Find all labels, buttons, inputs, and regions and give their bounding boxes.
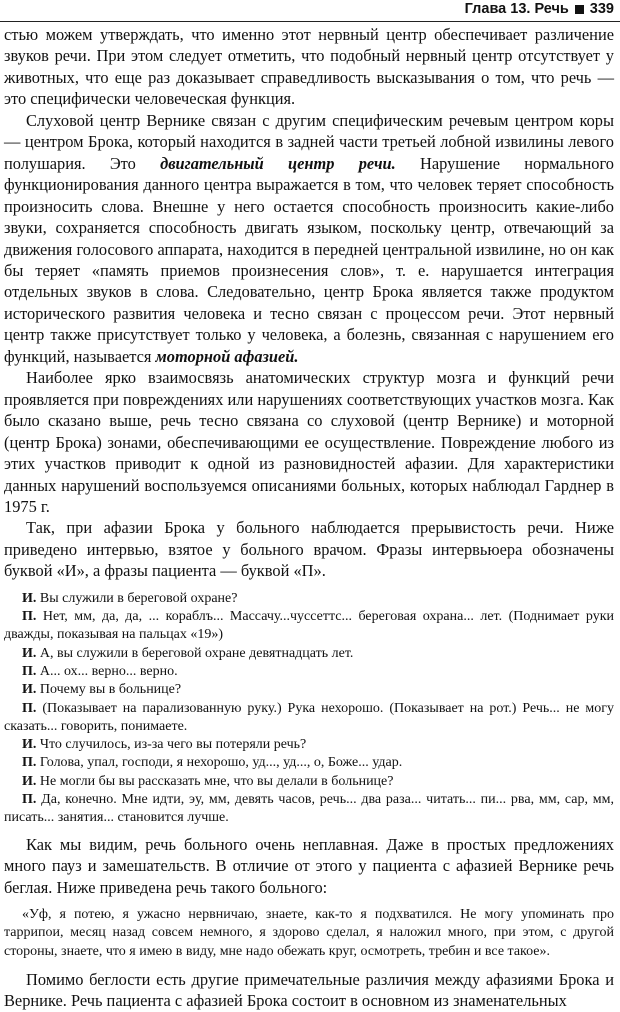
paragraph-5: Как мы видим, речь больного очень неплавная. Даже в простых предложениях много пауз и замешательств. В отличие от этого у пациента с афазией Вернике речь беглая. Ниже приведена речь такого больного: — [4, 834, 614, 897]
paragraph-2 — [4, 110, 614, 367]
dialogue-text: Нет, мм, да, да, ... кораблъ... Массачу...чуссеттс... береговая охрана... лет. (Поднимает руки дважды, показывая на пальцах «19») — [4, 609, 614, 643]
dialogue-line — [4, 773, 614, 791]
dialogue-text: А... ох... верно... верно. — [36, 663, 178, 679]
dialogue-speaker: П. — [22, 663, 37, 679]
dialogue-line — [4, 700, 614, 737]
dialogue-text: Голова, упал, господи, я нехорошо, уд..., уд..., о, Боже... удар. — [36, 755, 403, 771]
term-motor-aphasia: моторной афазией. — [155, 346, 299, 366]
dialogue-line — [4, 608, 614, 645]
square-bullet-icon — [575, 5, 584, 14]
dialogue-line — [4, 754, 614, 772]
page-number: 339 — [589, 1, 614, 17]
dialogue-text: А, вы служили в береговой охране девятнадцать лет. — [36, 645, 354, 661]
running-header — [465, 1, 614, 17]
paragraph-2-text-b: Нарушение нормального функционирования данного центра выражается в том, что человек теряет способность произносить слова. Внешне у него остается способность произносить какие-либо звуки, сохраняется способность двигать языком, поскольку центр, отвечающий за движения голосового аппарата, находится в передней центральной извилине, но он как бы теряет «память приемов произнесения слов», т. е. нарушается интеграция отдельных звуков в слова. Следовательно, центр Брока является также продуктом исторического развития человека и тесно связан с процессом речи. Этот нервный центр также присутствует только у человека, а болезнь, связанная с нарушением его функций, называется — [4, 153, 614, 366]
dialogue-text: Почему вы в больнице? — [36, 682, 182, 698]
wernicke-patient-quote: «Уф, я потею, я ужасно нервничаю, знаете, как-то я подхватился. Не могу упоминать про таррипои, месяц назад совсем немного, я здорово сделал, я наложил много, при этом, с другой стороны, знаете, что я имею в виду, мне надо обежать круг, осмотреть, требин и все такое». — [4, 907, 614, 959]
dialogue-line — [4, 590, 614, 608]
dialogue-speaker: И. — [22, 590, 37, 606]
dialogue-text: (Показывает на парализованную руку.) Рука нехорошо. (Показывает на рот.) Речь... не могу сказать... говорить, понимаете. — [4, 700, 614, 734]
dialogue-speaker: И. — [22, 773, 37, 789]
dialogue-text: Да, конечно. Мне идти, эу, мм, девять часов, речь... два раза... читать... пи... рва, мм, сар, мм, писать... занятия... становится лучше. — [4, 792, 614, 826]
running-title: Глава 13. Речь — [464, 1, 569, 17]
dialogue-speaker: П. — [22, 755, 37, 771]
paragraph-2-text-a: Слуховой центр Вернике связан с другим специфическим речевым центром коры — центром Брока, который находится в задней части третьей лобной извилины левого полушария. Это — [4, 110, 614, 173]
dialogue-line — [4, 645, 614, 663]
dialogue-text: Не могли бы вы рассказать мне, что вы делали в больнице? — [36, 773, 394, 789]
dialogue-speaker: П. — [22, 792, 37, 808]
paragraph-1: стью можем утверждать, что именно этот нервный центр обеспечивает различение звуков речи. При этом следует отметить, что подобный нервный центр отсутствует у животных, что еще раз доказывает справедливость высказывания о том, что речь — это специфически человеческая функция. — [4, 25, 614, 109]
dialogue-text: Что случилось, из-за чего вы потеряли речь? — [36, 737, 307, 753]
page-body — [4, 24, 614, 1012]
dialogue-line — [4, 681, 614, 699]
dialogue-speaker: П. — [22, 609, 37, 625]
dialogue-speaker: И. — [22, 737, 37, 753]
paragraph-6: Помимо беглости есть другие примечательные различия между афазиями Брока и Вернике. Речь пациента с афазией Брока состоит в основном из знаменательных — [4, 969, 614, 1011]
paragraph-4: Так, при афазии Брока у больного наблюдается прерывистость речи. Ниже приведено интервью, взятое у больного врачом. Фразы интервьюера обозначены буквой «И», а фразы пациента — буквой «П». — [4, 518, 614, 581]
paragraph-3: Наиболее ярко взаимосвязь анатомических структур мозга и функций речи проявляется при повреждениях или нарушениях соответствующих участков мозга. Как было сказано выше, речь тесно связана со слуховой (центр Вернике) и моторной (центр Брока) зонами, обеспечивающими ее осуществление. Повреждение любого из этих участков приводит к одной из разновидностей афазии. Для характеристики данных нарушений воспользуемся описаниями больных, которых наблюдал Гарднер в 1975 г. — [4, 368, 614, 516]
dialogue-speaker: И. — [22, 645, 37, 661]
dialogue-speaker: П. — [22, 700, 37, 716]
term-motor-speech-center: двигательный центр речи. — [160, 153, 396, 173]
dialogue-speaker: И. — [22, 682, 37, 698]
dialogue-line — [4, 663, 614, 681]
dialogue-line — [4, 791, 614, 828]
dialogue-text: Вы служили в береговой охране? — [36, 590, 238, 606]
dialogue-line — [4, 736, 614, 754]
interview-dialogue — [4, 590, 614, 828]
header-divider — [0, 21, 620, 22]
